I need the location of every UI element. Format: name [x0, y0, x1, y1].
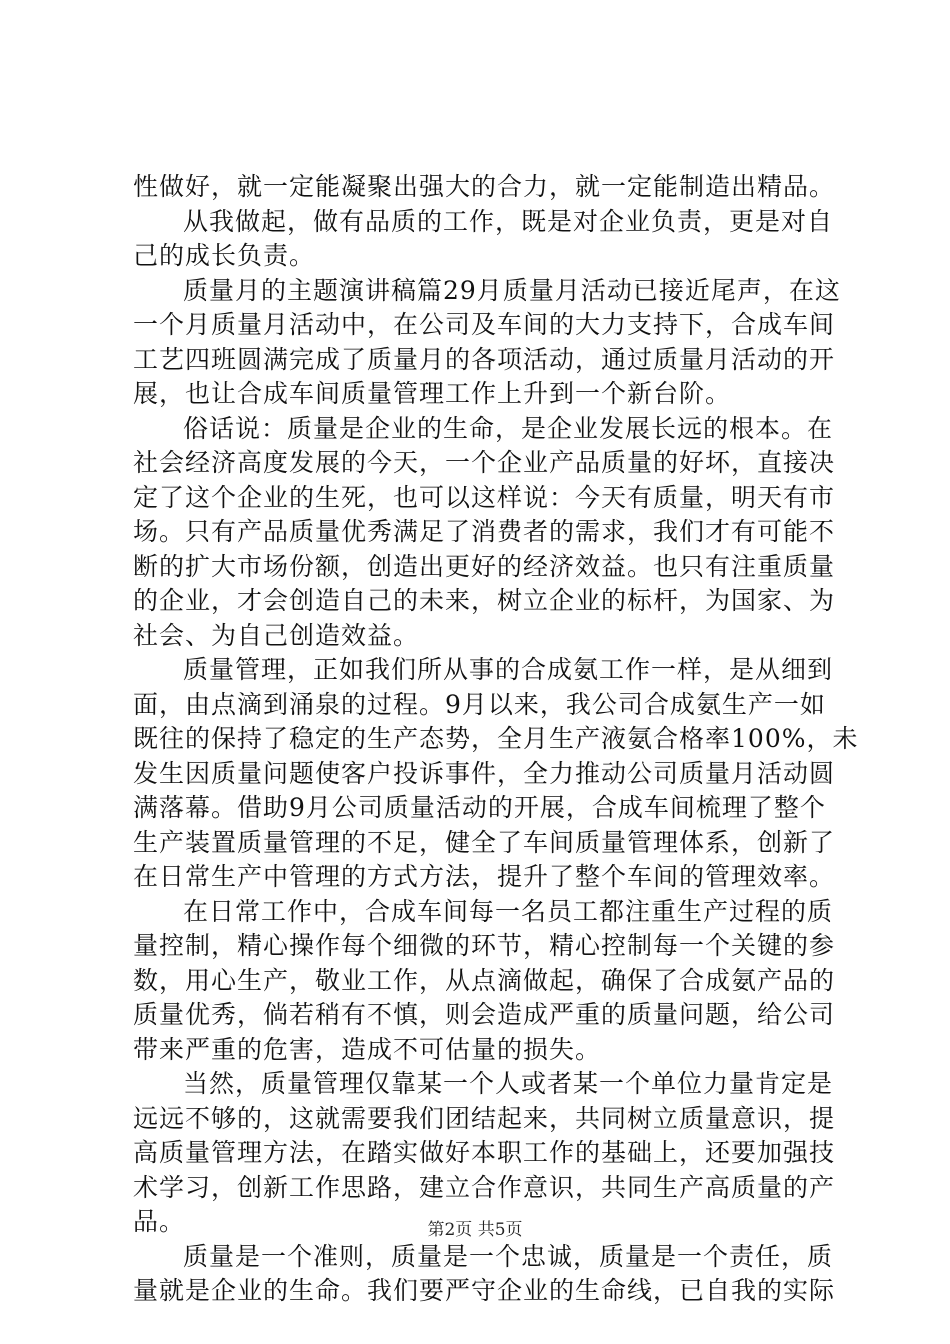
text-line: 术学习，创新工作思路，建立合作意识，共同生产高质量的产 [133, 1172, 836, 1202]
text-line: 社会、为自己创造效益。 [133, 620, 420, 650]
page-number-footer: 第2页 共5页 [427, 1220, 523, 1240]
text-line: 发生因质量问题使客户投诉事件，全力推动公司质量月活动圆 [133, 758, 836, 788]
text-line: 量就是企业的生命。我们要严守企业的生命线，已自我的实际 [133, 1276, 836, 1305]
text-line: 数，用心生产，敬业工作，从点滴做起，确保了合成氨产品的 [133, 965, 836, 995]
text-line: 面，由点滴到涌泉的过程。9月以来，我公司合成氨生产一如 [133, 689, 826, 719]
text-line: 满落幕。借助9月公司质量活动的开展，合成车间梳理了整个 [133, 793, 826, 822]
text-line: 己的成长负责。 [133, 241, 316, 270]
text-line: 场。只有产品质量优秀满足了消费者的需求，我们才有可能不 [133, 517, 836, 546]
text-line: 在日常生产中管理的方式方法，提升了整个车间的管理效率。 [133, 862, 836, 891]
text-line: 质量优秀，倘若稍有不慎，则会造成严重的质量问题，给公司 [133, 1000, 836, 1029]
text-line: 工艺四班圆满完成了质量月的各项活动，通过质量月活动的开 [133, 344, 836, 374]
text-line: 量控制，精心操作每个细微的环节，精心控制每一个关键的参 [133, 931, 836, 960]
text-line: 俗话说：质量是企业的生命，是企业发展长远的根本。在 [183, 413, 834, 443]
text-line: 质量月的主题演讲稿篇29月质量月活动已接近尾声，在这 [183, 275, 841, 305]
text-line: 生产装置质量管理的不足，健全了车间质量管理体系，创新了 [133, 827, 836, 857]
text-line: 质量是一个准则，质量是一个忠诚，质量是一个责任，质 [183, 1241, 834, 1271]
text-line: 当然，质量管理仅靠某一个人或者某一个单位力量肯定是 [183, 1069, 834, 1098]
text-line: 从我做起，做有品质的工作，既是对企业负责，更是对自 [183, 206, 834, 236]
text-line: 社会经济高度发展的今天，一个企业产品质量的好坏，直接决 [133, 448, 836, 477]
text-line: 高质量管理方法，在踏实做好本职工作的基础上，还要加强技 [133, 1138, 836, 1167]
document-body [133, 170, 859, 1309]
text-line: 远远不够的，这就需要我们团结起来，共同树立质量意识，提 [133, 1103, 836, 1133]
text-line: 断的扩大市场份额，创造出更好的经济效益。也只有注重质量 [133, 551, 836, 581]
text-line: 在日常工作中，合成车间每一名员工都注重生产过程的质 [183, 896, 834, 926]
text-line: 一个月质量月活动中，在公司及车间的大力支持下，合成车间 [133, 310, 836, 339]
text-line: 质量管理，正如我们所从事的合成氨工作一样，是从细到 [183, 655, 834, 684]
text-line: 性做好，就一定能凝聚出强大的合力，就一定能制造出精品。 [133, 172, 836, 201]
text-line: 展，也让合成车间质量管理工作上升到一个新台阶。 [133, 379, 732, 408]
text-line: 既往的保持了稳定的生产态势，全月生产液氨合格率100%，未 [133, 724, 859, 753]
text-line: 品。 [133, 1207, 186, 1236]
text-line: 带来严重的危害，造成不可估量的损失。 [133, 1034, 602, 1064]
text-line: 定了这个企业的生死，也可以这样说：今天有质量，明天有市 [133, 482, 836, 512]
text-line: 的企业，才会创造自己的未来，树立企业的标杆，为国家、为 [133, 586, 836, 615]
